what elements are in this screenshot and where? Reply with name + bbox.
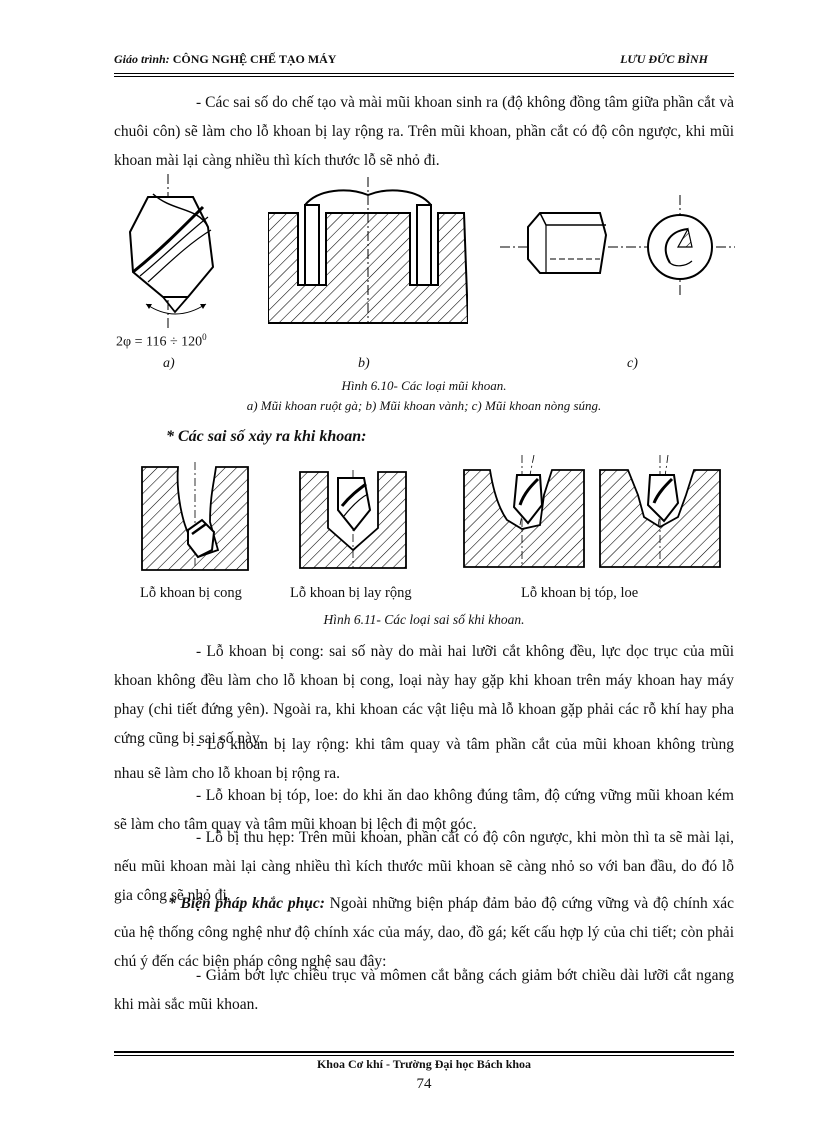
paragraph-narrowed-hole: - Lỗ bị thu hẹp: Trên mũi khoan, phần cắt có độ côn ngược, khi mòn thì ta sẽ mài lại, nếu mũi khoan mài lại càng nhiều thì kích thước mũi khoan sẽ càng nhỏ so với ban đầu, do đó lỗ gia công sẽ nhỏ đi.	[114, 829, 734, 904]
header-author: LƯU ĐỨC BÌNH	[620, 52, 708, 66]
figure-610-subcaption: a) Mũi khoan ruột gà; b) Mũi khoan vành; c) Mũi khoan nòng súng.	[246, 398, 602, 413]
label-bent-hole: Lỗ khoan bị cong	[140, 585, 242, 601]
header-label: Giáo trình:	[114, 52, 170, 66]
gun-drill-figure	[500, 195, 740, 295]
figure-611-caption: Hình 6.11- Các loại sai số khi khoan.	[323, 612, 525, 627]
intro-paragraph: - Các sai số do chế tạo và mài mũi khoan sinh ra (độ không đồng tâm giữa phần cắt và chuôi côn) sẽ làm cho lỗ khoan bị lay rộng ra. Trên mũi khoan, phần cắt có độ côn ngược, khi mũi khoan mài lại càng nhiều thì kích thước lỗ sẽ nhỏ đi.	[114, 94, 734, 169]
header-rule-thin	[114, 76, 734, 77]
twist-drill-figure	[118, 172, 228, 332]
label-tapered-hole: Lỗ khoan bị tóp, loe	[521, 585, 639, 601]
label-c: c)	[627, 356, 638, 371]
paragraph-reduce-force: - Giảm bớt lực chiều trục và mômen cắt bằng cách giảm bớt chiều dài lưỡi cắt ngang khi mài sắc mũi khoan.	[114, 967, 734, 1013]
tapered-hole-figure-2	[598, 455, 723, 570]
footer-rule	[114, 1051, 734, 1053]
label-a: a)	[163, 356, 175, 371]
header-rule	[114, 73, 734, 74]
errors-heading: * Các sai số xảy ra khi khoan:	[166, 428, 367, 445]
header-left	[114, 52, 336, 67]
widened-hole-figure	[298, 470, 408, 570]
paragraph-tapered-hole: - Lỗ khoan bị tóp, loe: do khi ăn dao không đúng tâm, độ cứng vững mũi khoan kém sẽ làm cho tâm quay và tâm mũi khoan bị lệch đi một góc.	[114, 787, 734, 833]
page-number: 74	[416, 1076, 432, 1092]
remedies-heading: * Biện pháp khắc phục:	[168, 895, 325, 912]
remedies-text: Ngoài những biện pháp đảm bảo độ cứng vững và độ chính xác của hệ thống công nghệ như độ chính xác của máy, dao, đồ gá; kết cấu hợp lý của chi tiết; còn phải chú ý đến các biện pháp công nghệ sau đây:	[114, 895, 734, 970]
header-title: CÔNG NGHỆ CHẾ TẠO MÁY	[172, 52, 337, 66]
angle-label: $2\varphi = 116 \div 120^0$	[116, 332, 207, 350]
paragraph-widened-hole: - Lỗ khoan bị lay rộng: khi tâm quay và tâm phần cắt của mũi khoan không trùng nhau sẽ làm cho lỗ khoan bị rộng ra.	[114, 736, 734, 782]
figure-610-caption: Hình 6.10- Các loại mũi khoan.	[341, 378, 507, 393]
label-widened-hole: Lỗ khoan bị lay rộng	[290, 585, 412, 601]
annular-drill-figure	[268, 175, 468, 325]
footer-rule-thin	[114, 1055, 734, 1056]
tapered-hole-figure-1	[462, 455, 587, 570]
paragraph-bent-hole: - Lỗ khoan bị cong: sai số này do mài hai lưỡi cắt không đều, lực dọc trục của mũi khoan không đều làm cho lỗ khoan bị cong, loại này hay gặp khi khoan trên máy khoan hay máy phay (chi tiết đứng yên). Ngoài ra, khi khoan các vật liệu mà lỗ khoan gặp phải các rỗ khí hay pha cứng cũng bị sai số này.	[114, 643, 734, 747]
footer-text: Khoa Cơ khí - Trường Đại học Bách khoa	[316, 1057, 532, 1071]
bent-hole-figure	[140, 462, 250, 572]
label-b: b)	[358, 356, 370, 371]
